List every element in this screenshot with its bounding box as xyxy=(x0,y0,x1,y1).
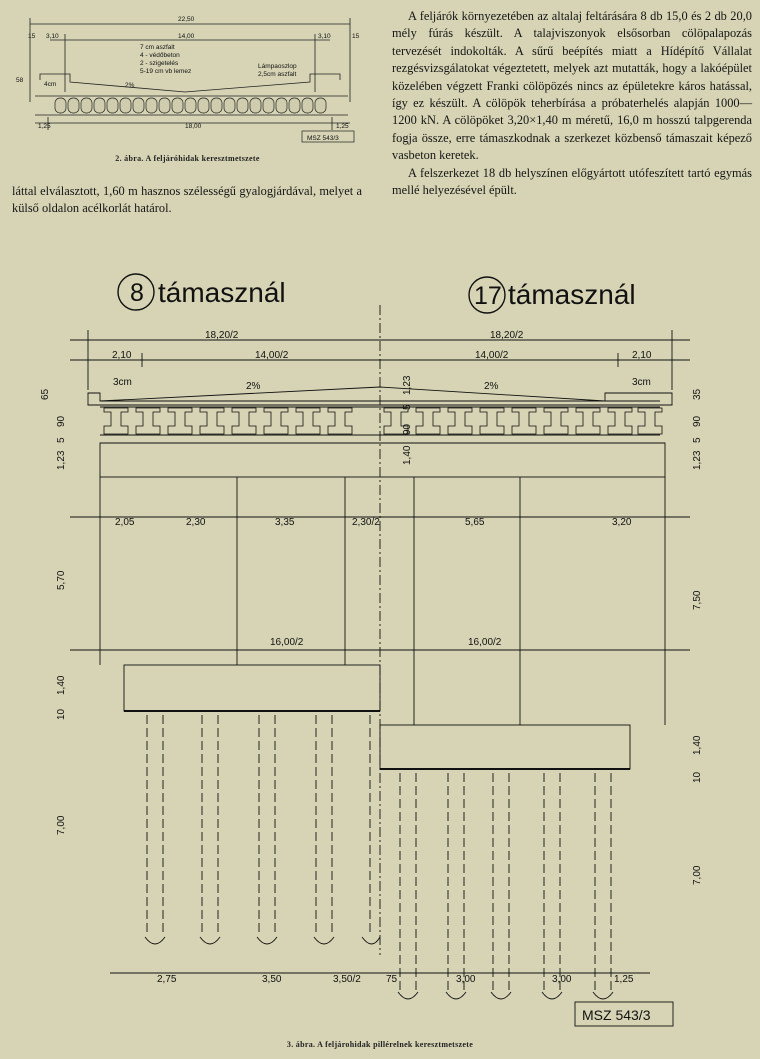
pile-dim-a: 2,75 xyxy=(157,974,177,985)
figure-2-drawing xyxy=(10,12,365,157)
left-vert-b: 90 xyxy=(56,415,67,427)
figure-3-caption: 3. ábra. A feljárohidak pillérelnek keresztmetszete xyxy=(286,1040,474,1049)
fig2-dim-edge-right: 15 xyxy=(352,33,360,40)
fig2-label-curb: 4cm xyxy=(44,81,57,88)
right-vert-c: 5 xyxy=(692,437,703,443)
fig2-label-insulation: 4 - védőbeton xyxy=(140,52,180,59)
dim-left-total: 18,20/2 xyxy=(205,330,239,341)
right-title-num: 17 xyxy=(474,282,502,310)
dim-left-side: 2,10 xyxy=(112,350,132,361)
fig2-dim-inner: 14,00 xyxy=(178,33,195,40)
frame-dim-right-b: 3,20 xyxy=(612,517,632,528)
left-vert-a: 65 xyxy=(40,388,51,400)
figure-3-drawing xyxy=(0,255,760,1035)
right-title: támasznál xyxy=(508,279,636,310)
pile-dim-e: 3,00 xyxy=(456,974,476,985)
pile-dim-f: 3,00 xyxy=(552,974,572,985)
left-title: támasznál xyxy=(158,277,286,308)
pile-dim-d: 75 xyxy=(386,974,398,985)
fig2-dim-bottom-right: 1,25 xyxy=(336,123,349,130)
center-vert-b: 5 xyxy=(402,404,413,410)
center-vert-a: 1,23 xyxy=(402,375,413,395)
frame-dim-left-a: 2,05 xyxy=(115,517,135,528)
dim-right-total: 18,20/2 xyxy=(490,330,524,341)
pile-dim-b: 3,50 xyxy=(262,974,282,985)
frame-dim-left-d: 2,30/2 xyxy=(352,517,380,528)
fig2-dim-bottom-middle: 18,00 xyxy=(185,123,202,130)
center-vert-d: 1,40 xyxy=(402,445,413,465)
left-vert-h: 7,00 xyxy=(56,815,67,835)
right-vert-h: 7,00 xyxy=(692,865,703,885)
right-vert-e: 7,50 xyxy=(692,590,703,610)
figure-2 xyxy=(10,12,365,157)
fig2-dim-left: 3,10 xyxy=(46,33,59,40)
left-paragraph: láttal elválasztott, 1,60 m hasznos szélességű gyalogjárdával, melyet a külső oldalon acélkorlát határol. xyxy=(12,184,362,216)
right-vert-f: 1,40 xyxy=(692,735,703,755)
right-vert-a: 35 xyxy=(692,388,703,400)
pile-dim-g: 1,25 xyxy=(614,974,634,985)
right-column-text xyxy=(392,8,752,199)
figure-2-caption: 2. ábra. A feljáróhidak keresztmetszete xyxy=(115,154,260,163)
fig2-dim-total: 22,50 xyxy=(178,16,195,23)
left-column-text xyxy=(12,183,362,218)
fig2-label-slope: 2% xyxy=(125,82,135,89)
center-vert-c: 90 xyxy=(402,423,413,435)
right-vert-g: 10 xyxy=(692,771,703,783)
pile-dim-c: 3,50/2 xyxy=(333,974,361,985)
fig2-label-lamp2: 2,5cm aszfalt xyxy=(258,71,297,78)
frame-dim-left-b: 2,30 xyxy=(186,517,206,528)
dim-right-side: 2,10 xyxy=(632,350,652,361)
fig2-label-layer2: 2 - szigetelés xyxy=(140,60,179,67)
deck-right-slope: 2% xyxy=(484,381,499,392)
right-vert-d: 1,23 xyxy=(692,450,703,470)
dim-left-inner: 14,00/2 xyxy=(255,350,289,361)
left-vert-g: 10 xyxy=(56,708,67,720)
dim-right-inner: 14,00/2 xyxy=(475,350,509,361)
frame-dim-left-c: 3,35 xyxy=(275,517,295,528)
frame-dim-right-a: 5,65 xyxy=(465,517,485,528)
fig2-dim-bottom-left: 1,25 xyxy=(38,123,51,130)
fig2-stamp: MSZ 543/3 xyxy=(307,135,339,142)
left-vert-d: 1,23 xyxy=(56,450,67,470)
deck-left-curb: 3cm xyxy=(113,377,132,388)
beam-right: 16,00/2 xyxy=(468,637,502,648)
fig2-dim-right: 3,10 xyxy=(318,33,331,40)
left-vert-f: 1,40 xyxy=(56,675,67,695)
deck-left-slope: 2% xyxy=(246,381,261,392)
right-paragraph-2: A felszerkezet 18 db helyszínen előgyártott utófeszített tartó egymás mellé helyezésével épült. xyxy=(392,165,752,198)
fig2-label-left-height: 58 xyxy=(16,77,24,84)
fig3-stamp: MSZ 543/3 xyxy=(582,1007,651,1023)
right-vert-b: 90 xyxy=(692,415,703,427)
left-vert-e: 5,70 xyxy=(56,570,67,590)
fig2-label-asphalt: 7 cm aszfalt xyxy=(140,44,175,51)
figure-3 xyxy=(0,255,760,1035)
beam-left: 16,00/2 xyxy=(270,637,304,648)
fig2-label-lamp: Lámpaoszlop xyxy=(258,63,297,70)
right-paragraph-1: A feljárók környezetében az altalaj feltárására 8 db 15,0 és 2 db 20,0 mély fúrás készült. A talajviszonyok elsősorban cölöpalapozás tervezését indokolták. A sűrű beépítés miatt a Hídépítő Vállalat rezgésvizsgálatokat végeztetett, melyek azt mutatták, hogy a lakóépület közelében végzett Franki cölöpözés nincs az épületekre káros hatással, így ez készült. A cölöpök teherbírása a próbaterhelés alapján 1000—1200 kN. A cölöpöket 3,20×1,40 m méretű, 16,0 m hosszú talpgerenda fogja össze, erre támaszkodnak a szerkezet közbenső támaszait képező vasbeton keretek. xyxy=(392,9,752,163)
left-vert-c: 5 xyxy=(56,437,67,443)
left-title-num: 8 xyxy=(130,279,144,307)
fig2-dim-edge-left: 15 xyxy=(28,33,36,40)
fig2-label-layer3: 5-19 cm vb lemez xyxy=(140,68,192,75)
deck-right-curb: 3cm xyxy=(632,377,651,388)
